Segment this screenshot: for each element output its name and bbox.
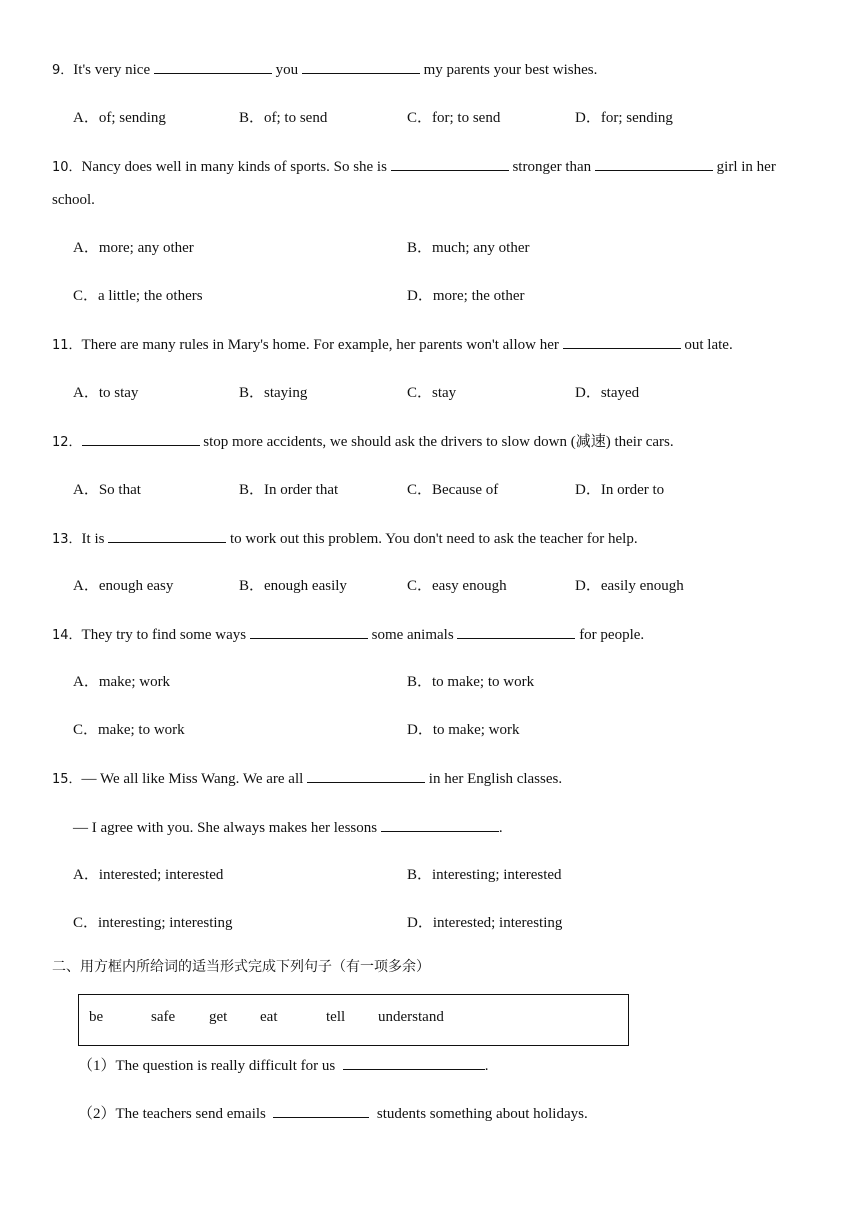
fill-item-1 [78,1055,488,1076]
option-a[interactable]: A．of; sending [73,110,166,126]
question-text: Nancy does well in many kinds of sports. So she is [81,159,391,175]
question-text: There are many rules in Mary's home. For example, her parents won't allow her [81,337,563,353]
option-c[interactable]: C．easy enough [407,578,507,594]
question-text: out late. [680,337,733,353]
answer-blank[interactable] [563,334,681,349]
option-d[interactable]: D．In order to [575,482,665,498]
question-text: in her English classes. [425,771,563,787]
answer-blank[interactable] [273,1103,369,1118]
question-9 [52,59,597,81]
question-13 [52,528,638,550]
option-b[interactable]: B．In order that [239,482,339,498]
question-number: 15． [52,772,82,787]
question-text-continued: school. [52,192,95,208]
fill-item-2 [78,1103,588,1124]
option-b[interactable]: B．interesting; interested [407,867,562,883]
question-number: 9． [52,63,74,78]
option-b[interactable]: B．staying [239,385,308,401]
answer-blank[interactable] [108,528,226,543]
question-11 [52,334,733,356]
item-text: . [484,1058,489,1074]
word-item: tell [326,1009,346,1025]
option-a[interactable]: A．more; any other [73,240,194,256]
question-number: 11． [52,338,82,353]
question-12 [52,431,674,453]
answer-blank[interactable] [82,431,200,446]
question-text: . [498,820,503,836]
answer-blank[interactable] [154,59,272,74]
option-c[interactable]: C．stay [407,385,457,401]
option-c[interactable]: C．interesting; interesting [73,915,233,931]
option-d[interactable]: D．interested; interesting [407,915,563,931]
option-d[interactable]: D．to make; work [407,722,520,738]
option-b[interactable]: B．of; to send [239,110,328,126]
item-text: The question is really difficult for us [115,1058,339,1074]
option-d[interactable]: D．stayed [575,385,640,401]
option-b[interactable]: B．much; any other [407,240,530,256]
question-14 [52,624,644,646]
question-text: to work out this problem. You don't need to ask the teacher for help. [226,531,638,547]
option-c[interactable]: C．for; to send [407,110,501,126]
word-box [78,994,629,1046]
answer-blank[interactable] [307,768,425,783]
answer-blank[interactable] [302,59,420,74]
option-d[interactable]: D．for; sending [575,110,673,126]
question-number: 10． [52,160,82,175]
option-b[interactable]: B．enough easily [239,578,347,594]
option-b[interactable]: B．to make; to work [407,674,535,690]
question-number: 13． [52,532,82,547]
question-number: 14． [52,628,82,643]
question-text: you [271,62,302,78]
word-item: be [89,1009,104,1025]
option-a[interactable]: A．make; work [73,674,171,690]
word-item: safe [151,1009,176,1025]
word-item: understand [378,1009,444,1025]
question-text: — I agree with you. She always makes her lessons [73,820,381,836]
item-number: （1） [78,1058,116,1074]
answer-blank[interactable] [457,624,575,639]
answer-blank[interactable] [250,624,368,639]
option-a[interactable]: A．enough easy [73,578,174,594]
question-text: They try to find some ways [81,627,250,643]
question-text: — We all like Miss Wang. We are all [81,771,308,787]
answer-blank[interactable] [391,156,509,171]
item-text: The teachers send emails [115,1106,270,1122]
question-10 [52,156,776,178]
question-text: girl in her [712,159,776,175]
question-text: for people. [575,627,645,643]
question-15 [52,768,562,790]
option-a[interactable]: A．So that [73,482,141,498]
question-text: It's very nice [73,62,154,78]
question-text: some animals [367,627,458,643]
question-text: stop more accidents, we should ask the drivers to slow down (减速) their cars. [199,434,674,450]
question-text: It is [81,531,109,547]
option-c[interactable]: C．Because of [407,482,499,498]
option-c[interactable]: C．a little; the others [73,288,203,304]
option-a[interactable]: A．to stay [73,385,139,401]
word-item: get [209,1009,228,1025]
option-d[interactable]: D．easily enough [575,578,684,594]
word-item: eat [260,1009,278,1025]
question-text: my parents your best wishes. [419,62,598,78]
item-text: students something about holidays. [373,1106,588,1122]
answer-blank[interactable] [595,156,713,171]
option-c[interactable]: C．make; to work [73,722,185,738]
option-d[interactable]: D．more; the other [407,288,525,304]
option-a[interactable]: A．interested; interested [73,867,224,883]
answer-blank[interactable] [343,1055,485,1070]
question-15-reply [73,817,503,838]
item-number: （2） [78,1106,116,1122]
question-number: 12． [52,435,82,450]
question-text: stronger than [508,159,595,175]
section-title: 二、用方框内所给词的适当形式完成下列句子（有一项多余） [52,959,430,975]
answer-blank[interactable] [381,817,499,832]
